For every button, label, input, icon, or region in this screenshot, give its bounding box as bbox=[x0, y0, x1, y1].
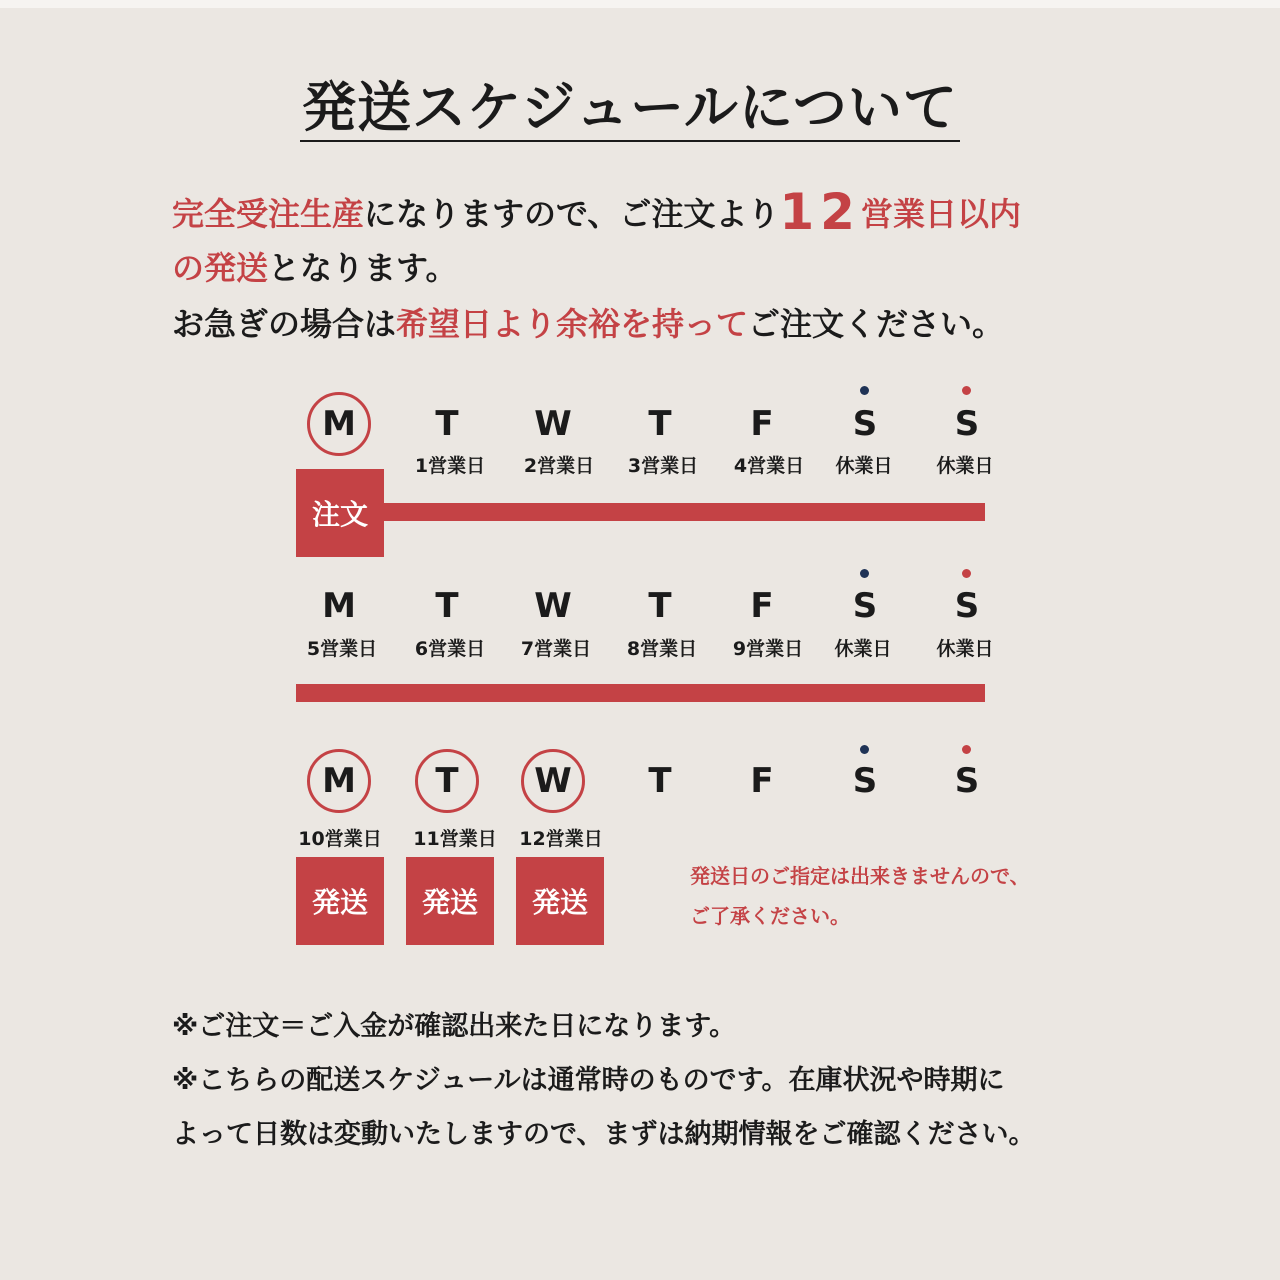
intro-line-3 bbox=[172, 296, 1132, 352]
week2-label-thu: 8営業日 bbox=[626, 638, 698, 660]
week3-day-tue: T bbox=[435, 761, 459, 801]
order-badge: 注文 bbox=[296, 469, 384, 557]
sunday-dot-icon bbox=[962, 386, 971, 395]
footer-note-2: ※こちらの配送スケジュールは通常時のものです。在庫状況や時期に bbox=[172, 1065, 1005, 1096]
week1-day-mon: M bbox=[322, 404, 356, 444]
week2-label-tue: 6営業日 bbox=[414, 638, 486, 660]
week2-day-fri: F bbox=[750, 586, 774, 626]
week1-day-thu: T bbox=[648, 404, 672, 444]
week2-day-wed: W bbox=[534, 586, 572, 626]
week3-day-fri: F bbox=[750, 761, 774, 801]
intro-text-segment: お急ぎの場合は bbox=[172, 305, 397, 343]
week1-day-tue: T bbox=[435, 404, 459, 444]
saturday-dot-icon bbox=[860, 745, 869, 754]
week3-day-thu: T bbox=[648, 761, 672, 801]
week2-day-sat: S bbox=[852, 586, 878, 626]
week2-timeline-bar bbox=[296, 684, 985, 702]
intro-text bbox=[172, 184, 1132, 352]
week1-label-sat: 休業日 bbox=[835, 455, 893, 477]
week1-day-sat: S bbox=[852, 404, 878, 444]
week3-day-mon: M bbox=[322, 761, 356, 801]
sunday-dot-icon bbox=[962, 745, 971, 754]
week3-day-wed: W bbox=[534, 761, 572, 801]
intro-line-2 bbox=[172, 240, 1132, 296]
footer-notes bbox=[172, 1000, 1172, 1162]
intro-business-days-number: 12 bbox=[779, 183, 861, 241]
week1-label-tue: 1営業日 bbox=[414, 455, 486, 477]
week3-label-tue: 11営業日 bbox=[413, 828, 497, 850]
week2-day-sun: S bbox=[954, 586, 980, 626]
week1-label-thu: 3営業日 bbox=[627, 455, 699, 477]
week1-day-fri: F bbox=[750, 404, 774, 444]
week2-label-fri: 9営業日 bbox=[732, 638, 804, 660]
top-border bbox=[0, 0, 1280, 8]
saturday-dot-icon bbox=[860, 569, 869, 578]
week2-day-mon: M bbox=[322, 586, 356, 626]
week3-day-sat: S bbox=[852, 761, 878, 801]
week2-day-tue: T bbox=[435, 586, 459, 626]
week3-label-mon: 10営業日 bbox=[298, 828, 382, 850]
ship-badge-tue: 発送 bbox=[406, 857, 494, 945]
footer-note-3: よって日数は変動いたしますので、まずは納期情報をご確認ください。 bbox=[172, 1119, 1036, 1150]
week2-label-sun: 休業日 bbox=[936, 638, 994, 660]
week3-label-wed: 12営業日 bbox=[519, 828, 603, 850]
intro-highlight-within-days: 営業日以内 bbox=[860, 195, 1021, 233]
intro-highlight-made-to-order: 完全受注生産 bbox=[172, 195, 365, 233]
ship-date-note-line-1: 発送日のご指定は出来きませんので、 bbox=[690, 864, 1030, 888]
week2-label-mon: 5営業日 bbox=[306, 638, 378, 660]
saturday-dot-icon bbox=[860, 386, 869, 395]
week1-timeline-bar bbox=[384, 503, 985, 521]
week1-label-fri: 4営業日 bbox=[733, 455, 805, 477]
ship-date-note-line-2: ご了承ください。 bbox=[690, 904, 850, 928]
ship-badge-wed: 発送 bbox=[516, 857, 604, 945]
week2-day-thu: T bbox=[648, 586, 672, 626]
week2-label-sat: 休業日 bbox=[834, 638, 892, 660]
week1-day-wed: W bbox=[534, 404, 572, 444]
page-title: 発送スケジュールについて bbox=[302, 76, 958, 139]
ship-badge-mon: 発送 bbox=[296, 857, 384, 945]
week2-label-wed: 7営業日 bbox=[520, 638, 592, 660]
week3-day-sun: S bbox=[954, 761, 980, 801]
week1-label-wed: 2営業日 bbox=[523, 455, 595, 477]
title-underline bbox=[300, 140, 960, 142]
intro-text-segment: になりますので、ご注文より bbox=[364, 195, 780, 233]
week1-day-sun: S bbox=[954, 404, 980, 444]
intro-text-segment: ご注文ください。 bbox=[748, 305, 1005, 343]
sunday-dot-icon bbox=[962, 569, 971, 578]
intro-line-1 bbox=[172, 184, 1132, 240]
ship-date-note bbox=[690, 856, 1130, 936]
intro-text-segment: となります。 bbox=[268, 249, 458, 287]
week1-label-sun: 休業日 bbox=[936, 455, 994, 477]
intro-highlight-leeway: 希望日より余裕を持って bbox=[396, 305, 749, 343]
intro-highlight-shipping: の発送 bbox=[172, 249, 269, 287]
footer-note-1: ※ご注文＝ご入金が確認出来た日になります。 bbox=[172, 1011, 737, 1042]
